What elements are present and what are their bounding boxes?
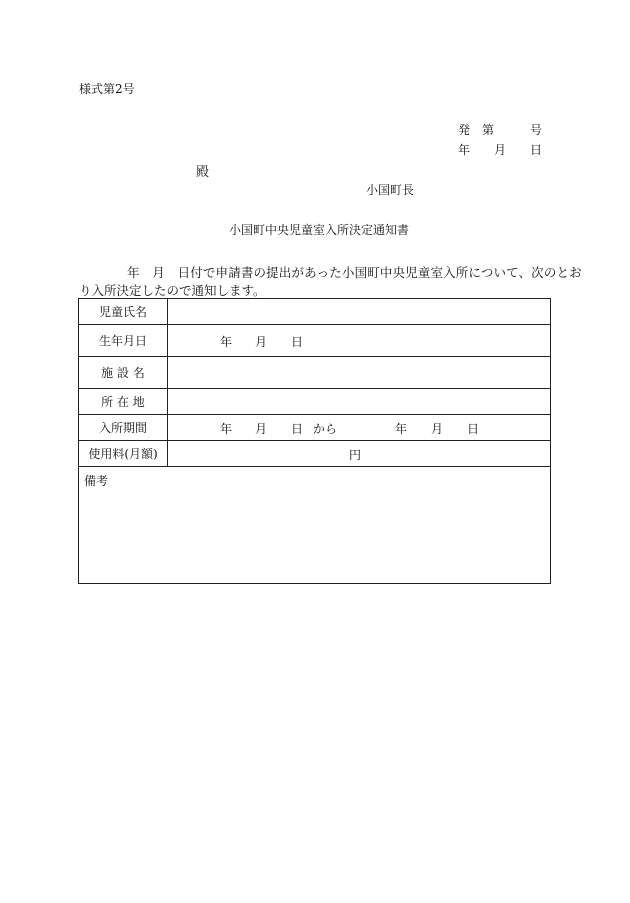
fee-unit: 円 [349, 448, 362, 462]
row-location [79, 389, 550, 415]
body-line-1: 年 月 日付で申請書の提出があった小国町中央児童室入所について、次のとお [127, 265, 582, 280]
period-kara: から [313, 422, 338, 436]
issue-dai: 第 [482, 123, 495, 137]
row-period [79, 415, 550, 441]
application-table [78, 298, 551, 584]
issue-date-month: 月 [494, 143, 507, 157]
issuer: 小国町長 [366, 183, 415, 197]
row-birthdate [79, 325, 550, 357]
birthdate-label: 生年月日 [79, 325, 168, 356]
period-label: 入所期間 [79, 415, 168, 440]
issue-date-year: 年 [458, 143, 471, 157]
child-name-label: 児童氏名 [79, 299, 168, 324]
form-number: 様式第2号 [79, 82, 135, 96]
row-remarks [79, 467, 550, 583]
row-facility [79, 357, 550, 389]
birthdate-year: 年 [220, 335, 233, 349]
remarks-label: 備考 [84, 474, 109, 488]
row-fee [79, 441, 550, 467]
period-start-day: 日 [291, 422, 304, 436]
row-child-name [79, 299, 550, 325]
addressee-suffix: 殿 [196, 165, 210, 180]
period-end-year: 年 [395, 422, 408, 436]
issue-prefix: 発 [458, 123, 471, 137]
facility-label: 施 設 名 [79, 357, 168, 388]
location-label: 所 在 地 [79, 389, 168, 414]
period-start-month: 月 [255, 422, 268, 436]
fee-label: 使用料(月額) [79, 441, 168, 466]
period-end-day: 日 [467, 422, 480, 436]
body-line-2: り入所決定したので通知します。 [79, 283, 266, 298]
issue-go: 号 [530, 123, 543, 137]
period-start-year: 年 [220, 422, 233, 436]
birthdate-day: 日 [291, 335, 304, 349]
document-title: 小国町中央児童室入所決定通知書 [229, 223, 410, 237]
issue-date-day: 日 [530, 143, 543, 157]
period-end-month: 月 [431, 422, 444, 436]
birthdate-month: 月 [255, 335, 268, 349]
